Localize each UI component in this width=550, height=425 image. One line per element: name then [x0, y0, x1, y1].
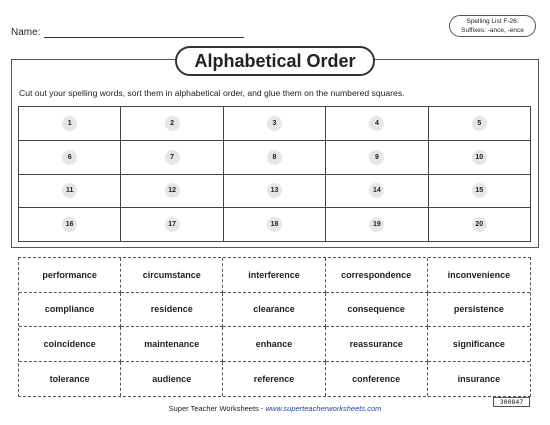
number-square	[19, 208, 121, 242]
word-card: audience	[121, 362, 223, 397]
word-card: performance	[19, 258, 121, 293]
word-card: circumstance	[121, 258, 223, 293]
worksheet-code: 300847	[493, 397, 530, 407]
number-square	[224, 141, 326, 175]
page-title: Alphabetical Order	[175, 46, 375, 76]
square-number-badge: 15	[472, 183, 487, 198]
word-cards-grid	[18, 257, 531, 397]
word-card: insurance	[457, 373, 501, 384]
number-square	[224, 208, 326, 242]
name-row	[11, 27, 244, 38]
number-square	[429, 107, 531, 141]
square-number-badge: 3	[267, 116, 282, 131]
numbered-squares-grid	[18, 106, 531, 242]
number-square	[326, 141, 428, 175]
square-number-badge: 8	[267, 150, 282, 165]
number-square	[326, 107, 428, 141]
name-line	[44, 28, 244, 38]
square-number-badge: 13	[267, 183, 282, 198]
number-square	[429, 208, 531, 242]
word-card: significance	[428, 327, 530, 362]
tag-line-1: Spelling List F-26:	[466, 18, 519, 25]
word-card: clearance	[223, 293, 325, 328]
word-card: compliance	[19, 293, 121, 328]
footer	[0, 404, 550, 413]
square-number-badge: 19	[369, 217, 384, 232]
square-number-badge: 6	[62, 150, 77, 165]
square-number-badge: 9	[369, 150, 384, 165]
spelling-list-tag	[449, 15, 536, 37]
square-number-badge: 5	[472, 116, 487, 131]
square-number-badge: 18	[267, 217, 282, 232]
square-number-badge: 7	[165, 150, 180, 165]
number-square	[19, 141, 121, 175]
word-card: interference	[223, 258, 325, 293]
square-number-badge: 17	[165, 217, 180, 232]
number-square	[326, 208, 428, 242]
number-square	[121, 175, 223, 209]
word-card: maintenance	[121, 327, 223, 362]
number-square	[429, 141, 531, 175]
word-card: residence	[121, 293, 223, 328]
word-card: consequence	[326, 293, 428, 328]
number-square	[121, 141, 223, 175]
name-label: Name:	[11, 27, 41, 38]
number-square	[224, 175, 326, 209]
instructions: Cut out your spelling words, sort them in alphabetical order, and glue them on the numbered squares.	[19, 88, 405, 98]
square-number-badge: 14	[369, 183, 384, 198]
word-card: tolerance	[19, 362, 121, 397]
word-card: reference	[223, 362, 325, 397]
number-square	[224, 107, 326, 141]
word-card: coincidence	[19, 327, 121, 362]
square-number-badge: 12	[165, 183, 180, 198]
number-square	[121, 107, 223, 141]
word-card: reassurance	[326, 327, 428, 362]
square-number-badge: 11	[62, 183, 77, 198]
square-number-badge: 16	[62, 217, 77, 232]
footer-site-name: Super Teacher Worksheets	[168, 404, 259, 413]
number-square	[19, 175, 121, 209]
square-number-badge: 20	[472, 217, 487, 232]
square-number-badge: 4	[369, 116, 384, 131]
word-card: enhance	[223, 327, 325, 362]
word-card: correspondence	[326, 258, 428, 293]
number-square	[429, 175, 531, 209]
footer-url-link[interactable]: www.superteacherworksheets.com	[265, 404, 382, 413]
footer-separator: -	[258, 404, 266, 413]
square-number-badge: 10	[472, 150, 487, 165]
tag-line-2: Suffixes: -ance, -ence	[461, 26, 524, 34]
square-number-badge: 2	[165, 116, 180, 131]
number-square	[326, 175, 428, 209]
word-card: inconvenience	[428, 258, 530, 293]
word-card: persistence	[428, 293, 530, 328]
word-card: conference	[326, 362, 428, 397]
number-square	[19, 107, 121, 141]
number-square	[121, 208, 223, 242]
square-number-badge: 1	[62, 116, 77, 131]
